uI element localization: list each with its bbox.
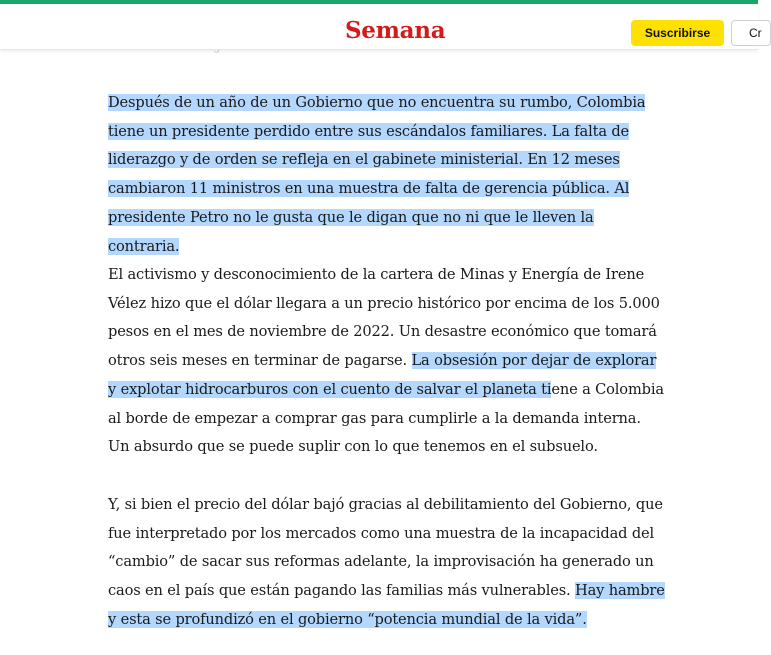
secondary-header-button[interactable]: Cr [731,20,771,46]
selected-text: Hay hambre y esta se profundizó en el gobierno “potencia mundial de la vida”. [108,582,665,628]
paragraph-text: Y, si bien el precio del dólar bajó gracias al debilitamiento del Gobierno, que fue interpretado por los mercados como una muestra de la incapacidad del “cambio” de sacar sus reformas adelante, la improvisación ha generado un caos en el país que están pagando las familias más vulnerables. [108,496,663,600]
semana-logo[interactable]: Semana [345,17,446,44]
selected-text: La obsesión por dejar de explorar y explotar hidrocarburos con el cuento de salvar el planeta ti [108,352,657,398]
paragraph-3 [108,491,666,635]
paragraph-2 [108,261,666,462]
paragraph-text: ene a Colombia al borde de empezar a comprar gas para cumplirle a la demanda interna. Un absurdo que se puede suplir con lo que tenemos en el subsuelo. [108,380,664,456]
paragraph-text: El activismo y desconocimiento de la cartera de Minas y Energía de Irene Vélez hizo que el dólar llegara a un precio histórico por encima de los 5.000 pesos en el mes de noviembre de 2022. Un desastre económico que tomará otros seis meses en terminar de pagarse. [108,266,660,370]
paragraph-1 [108,89,666,261]
subscribe-button[interactable]: Suscribirse [631,20,724,46]
selected-text: Después de un año de un Gobierno que no encuentra su rumbo, Colombia tiene un presidente perdido entre sus escándalos familiares. La falta de liderazgo y de orden se refleja en el gabinete ministerial. En 12 meses cambiaron 11 ministros en una muestra de falta de gerencia pública. Al presidente Petro no le gusta que le digan que no ni que le lleven la contraria. [108,94,646,255]
site-header [0,0,762,50]
